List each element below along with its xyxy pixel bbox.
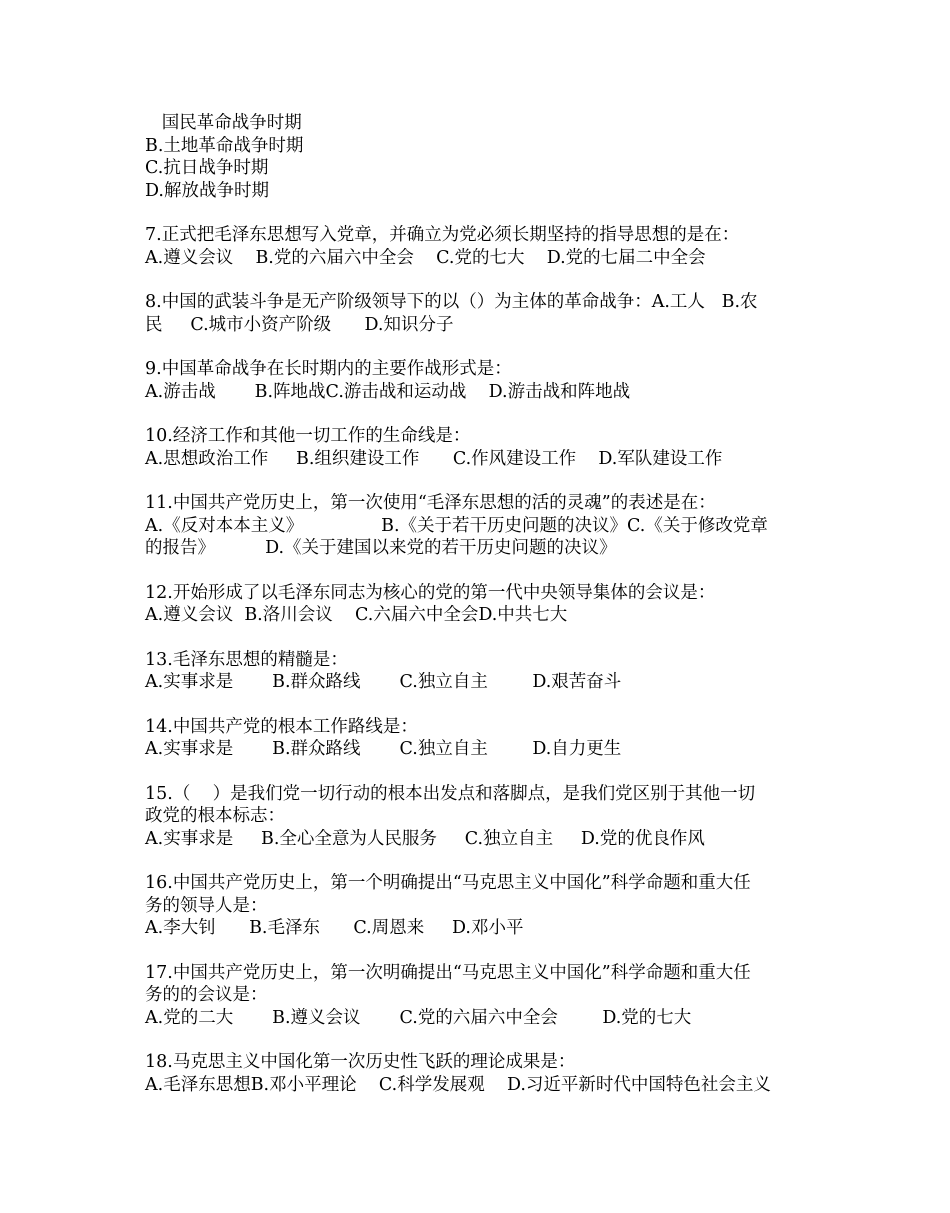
question-7 [145,224,815,269]
question-18 [145,1051,815,1096]
question-13 [145,649,815,694]
question-text: 10.经济工作和其他一切工作的生命线是： [145,426,471,446]
question-options: A.遵义会议 B.洛川会议 C.六届六中全会D.中共七大 [145,605,568,625]
question-14 [145,716,815,761]
question-text: 13.毛泽东思想的精髓是： [145,649,348,670]
question-16 [145,872,815,940]
question-text: 18.马克思主义中国化第一次历史性飞跃的理论成果是： [145,1052,576,1072]
question-text: 政党的根本标志： [145,806,285,826]
document-page [145,112,815,1096]
question-options: 民 C.城市小资产阶级 D.知识分子 [145,314,454,335]
question-8 [145,291,815,336]
question-10 [145,425,815,470]
question-17 [145,962,815,1030]
question-options: A.实事求是 B.群众路线 C.独立自主 D.自力更生 [145,739,622,759]
question-text: 15.（ ）是我们党一切行动的根本出发点和落脚点，是我们党区别于其他一切 [145,783,756,804]
question-text: 务的的会议是： [145,985,268,1005]
question-options: A.《反对本本主义》 B.《关于若干历史问题的决议》C.《关于修改党章 [145,515,768,536]
option-line: C.抗日战争时期 [145,158,269,178]
question-options: A.实事求是 B.群众路线 C.独立自主 D.艰苦奋斗 [145,672,622,692]
question-options: A.游击战 B.阵地战C.游击战和运动战 D.游击战和阵地战 [145,381,631,402]
option-line: B.土地革命战争时期 [145,135,304,156]
question-options: A.思想政治工作 B.组织建设工作 C.作风建设工作 D.军队建设工作 [145,448,723,469]
question-text: 7.正式把毛泽东思想写入党章，并确立为党必须长期坚持的指导思想的是在： [145,225,740,245]
question-options: A.实事求是 B.全心全意为人民服务 C.独立自主 D.党的优良作风 [145,828,705,849]
question-options: A.李大钊 B.毛泽东 C.周恩来 D.邓小平 [145,918,524,938]
question-text: 11.中国共产党历史上，第一次使用“毛泽东思想的活的灵魂”的表述是在： [145,493,716,513]
question-text: 14.中国共产党的根本工作路线是： [145,716,418,737]
option-line: D.解放战争时期 [145,180,269,201]
question-options: 的报告》 D.《关于建国以来党的若干历史问题的决议》 [145,538,617,558]
question-text: 16.中国共产党历史上，第一个明确提出“马克思主义中国化”科学命题和重大任 [145,873,751,893]
continuation-options [145,112,815,202]
question-text: 8.中国的武装斗争是无产阶级领导下的以（）为主体的革命战争：A.工人 B.农 [145,292,758,312]
question-11 [145,492,815,560]
question-9 [145,358,815,403]
question-text: 17.中国共产党历史上，第一次明确提出“马克思主义中国化”科学命题和重大任 [145,962,751,983]
question-options: A.遵义会议 B.党的六届六中全会 C.党的七大 D.党的七届二中全会 [145,247,706,268]
question-text: 9.中国革命战争在长时期内的主要作战形式是： [145,359,512,379]
question-options: A.党的二大 B.遵义会议 C.党的六届六中全会 D.党的七大 [145,1007,692,1028]
question-text: 务的领导人是： [145,895,268,916]
question-15 [145,783,815,851]
option-line: 国民革命战争时期 [145,113,302,133]
question-text: 12.开始形成了以毛泽东同志为核心的党的第一代中央领导集体的会议是： [145,582,716,603]
question-12 [145,582,815,627]
question-options: A.毛泽东思想B.邓小平理论 C.科学发展观 D.习近平新时代中国特色社会主义 [145,1074,771,1095]
